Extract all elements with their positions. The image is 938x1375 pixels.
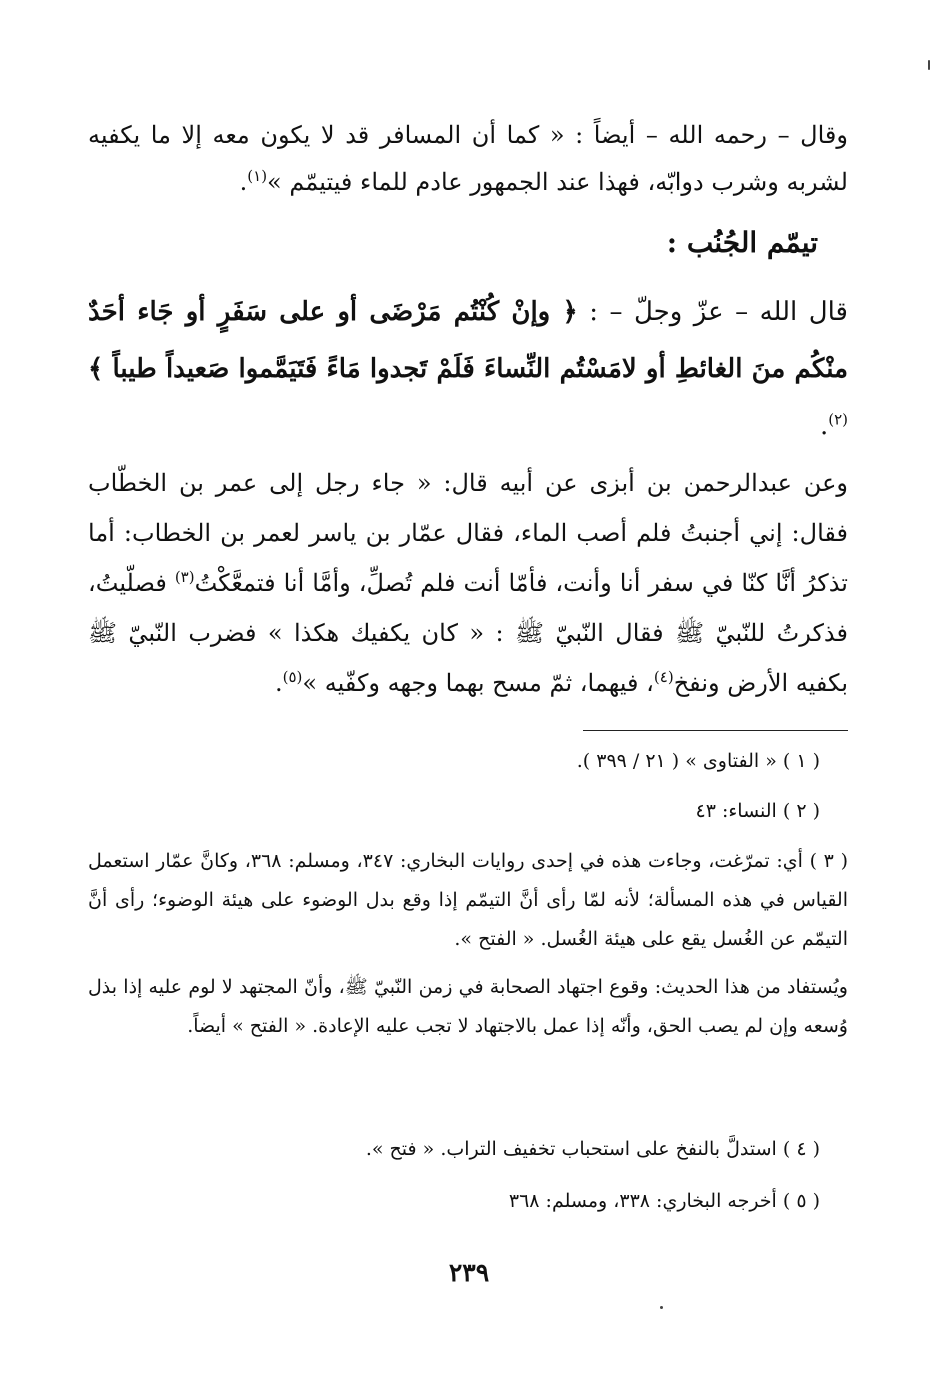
footnote-separator (583, 730, 848, 731)
footnote-2 (120, 792, 820, 830)
footnote-ref-5: (٥) (282, 668, 303, 686)
footnote-ref-4: (٤) (653, 668, 674, 686)
hadith-text-a: وعن عبدالرحمن بن أبزى عن أبيه قال: « جاء رجل إلى عمر بن الخطّاب فقال: إني أجنبتُ فلم أصب الماء، فقال عمّار بن ياسر لعمر بن الخطاب: أما تذكرُ أنَّا كنّا في سفر أنا وأنت، فأمّا أنت فلم تُصلِّ، وأمَّا أنا فتمعَّكْتُ (88, 469, 848, 597)
hadith-paragraph (88, 458, 848, 708)
footnote-5 (120, 1182, 820, 1220)
hadith-block (88, 458, 848, 708)
footnote-3-text: ( ٣ ) أي: تمرّغت، وجاءت هذه في إحدى روايات البخاري: ٣٤٧، ومسلم: ٣٦٨، وكانَّ عمّار استعمل القياس في هذه المسألة؛ لأنه لمّا رأى أنَّ التيمّم إذا وقع بدل الوضوء على هيئة الوضوء؛ رأى أنَّ التيمّم عن الغُسل يقع على هيئة الغُسل. « الفتح ». (88, 850, 848, 950)
page-number: ٢٣٩ (448, 1258, 490, 1287)
paragraph-traveler (88, 112, 848, 206)
footnote-3 (88, 842, 848, 959)
section-heading: تيمّم الجُنُب : (666, 226, 818, 259)
hadith-text-c: ، فيهما، ثمّ مسح بهما وجهه وكفّيه » (302, 669, 654, 697)
quran-paragraph (88, 284, 848, 455)
footnote-3b-text: ويُستفاد من هذا الحديث: وقوع اجتهاد الصحابة في زمن النّبيّ ﷺ، وأنّ المجتهد لا لوم عليه إذا بذل وُسعه وإن لم يصب الحق، وأنّه إذا عمل بالاجتهاد لا تجب عليه الإعادة. « الفتح » أيضاً. (88, 976, 848, 1037)
footnote-3-continued (88, 968, 848, 1046)
hadith-end: . (274, 669, 283, 697)
paragraph-1-text: وقال – رحمه الله – أيضاً : « كما أن المسافر قد لا يكون معه إلا ما يكفيه لشربه وشرب دوابّه، فهذا عند الجمهور عادم للماء فيتيمّم » (88, 121, 848, 196)
footnote-ref-3: (٣) (174, 568, 195, 586)
footnote-4-text: ( ٤ ) استدلَّ بالنفخ على استحباب تخفيف التراب. « فتح ». (365, 1138, 820, 1160)
quran-end: . (819, 411, 829, 441)
footnote-2-text: ( ٢ ) النساء: ٤٣ (695, 800, 820, 822)
paragraph-1-end: . (239, 168, 248, 196)
footnote-4 (120, 1130, 820, 1168)
footnote-ref-1: (١) (247, 167, 268, 185)
footnote-ref-2: (٢) (828, 410, 848, 429)
footnote-1 (120, 742, 820, 780)
quran-intro: قال الله – عزّ وجلّ – : (589, 297, 848, 327)
footnote-5-text: ( ٥ ) أخرجه البخاري: ٣٣٨، ومسلم: ٣٦٨ (508, 1190, 820, 1212)
scan-speck (660, 1306, 663, 1309)
scan-speck (928, 60, 930, 70)
hadith-text-b: فصلّيتُ، فذكرتُ للنّبيّ ﷺ فقال النّبيّ ﷺ : « كان يكفيك هكذا » فضرب النّبيّ ﷺ بكفيه الأرض ونفخ (88, 569, 848, 697)
quran-verse: ﴿ وإنْ كُنْتُم مَرْضَى أو على سَفَرٍ أو جَاء أحَدٌ منْكُم منَ الغائطِ أو لامَسْتُم النِّساءَ فَلَمْ تَجدوا مَاءً فَتَيَمَّموا صَعيداً طيباً ﴾ (88, 297, 848, 384)
quran-block (88, 284, 848, 455)
footnote-1-text: ( ١ ) « الفتاوى » ( ٢١ / ٣٩٩ ). (576, 750, 820, 772)
paragraph-text (88, 112, 848, 206)
